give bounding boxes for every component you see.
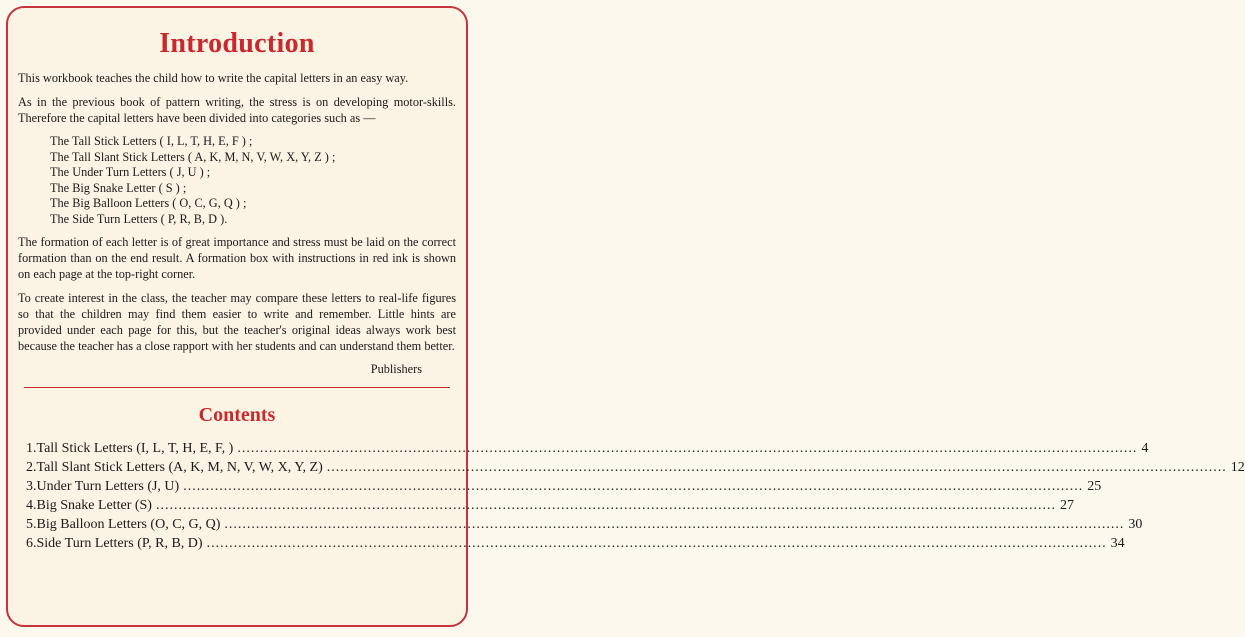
contents-entry	[26, 515, 1143, 534]
entry-number: 6.	[26, 535, 37, 551]
entry-page: 30	[1128, 516, 1143, 532]
signature: Publishers	[370, 361, 422, 376]
entry-page: 34	[1110, 535, 1125, 551]
entry-title: Under Turn Letters (J, U)	[36, 478, 180, 494]
category-item: The Tall Slant Stick Letters ( A, K, M, N, V, W, X, Y, Z ) ;	[50, 149, 336, 164]
intro-paragraph-1: This workbook teaches the child how to write the capital letters in an easy way.	[18, 71, 409, 85]
entry-number: 5.	[26, 516, 37, 532]
category-item: The Side Turn Letters ( P, R, B, D ).	[50, 211, 228, 226]
section-divider	[24, 387, 450, 388]
contents-entry	[26, 534, 1125, 553]
contents-entry	[26, 439, 1149, 458]
contents-title: Contents	[198, 403, 276, 426]
intro-paragraph-2: As in the previous book of pattern writing, the stress is on developing motor-skills. Therefore the capital letters have been divided into categories such as —	[18, 95, 456, 125]
entry-page: 25	[1087, 478, 1102, 494]
category-item: The Big Snake Letter ( S ) ;	[50, 180, 187, 195]
entry-number: 2.	[26, 459, 37, 475]
entry-page: 4	[1141, 440, 1149, 456]
contents-entry	[26, 477, 1102, 496]
leader-dots: ........................................................................................................................................................................................................	[237, 440, 1138, 456]
leader-dots: ........................................................................................................................................................................................................	[224, 516, 1125, 532]
page-frame	[6, 6, 1245, 627]
intro-paragraph-3: The formation of each letter is of great importance and stress must be laid on the correct formation than on the end result. A formation box with instructions in red ink is shown on each page at the top-right corner.	[18, 234, 456, 281]
entry-page: 27	[1059, 497, 1074, 513]
category-item: The Under Turn Letters ( J, U ) ;	[50, 165, 211, 180]
entry-title: Side Turn Letters (P, R, B, D)	[36, 535, 203, 551]
entry-page: 12	[1230, 459, 1245, 475]
entry-number: 4.	[26, 497, 37, 513]
contents-list	[26, 439, 1245, 553]
entry-number: 3.	[26, 478, 37, 494]
entry-title: Big Snake Letter (S)	[36, 497, 152, 513]
contents-entry	[26, 496, 1074, 515]
leader-dots: ........................................................................................................................................................................................................	[155, 497, 1056, 513]
leader-dots: ........................................................................................................................................................................................................	[206, 535, 1107, 551]
entry-title: Big Balloon Letters (O, C, G, Q)	[36, 516, 221, 532]
entry-title: Tall Slant Stick Letters (A, K, M, N, V, W, X, Y, Z)	[36, 459, 323, 475]
category-item: The Tall Stick Letters ( I, L, T, H, E, F ) ;	[50, 134, 253, 148]
category-item: The Big Balloon Letters ( O, C, G, Q ) ;	[50, 196, 247, 211]
leader-dots: ........................................................................................................................................................................................................	[326, 459, 1227, 475]
page-title: Introduction	[159, 28, 315, 59]
entry-number: 1.	[26, 440, 37, 456]
contents-entry	[26, 458, 1245, 477]
page-content	[18, 16, 1245, 553]
entry-title: Tall Stick Letters (I, L, T, H, E, F, )	[36, 440, 234, 456]
intro-paragraph-4: To create interest in the class, the teacher may compare these letters to real-life figures so that the children may find them easier to write and remember. Little hints are provided under each page for this, but the teacher's original ideas always work best because the teacher has a close rapport with her students and can understand them better.	[18, 290, 456, 353]
category-list	[50, 134, 456, 228]
leader-dots: ........................................................................................................................................................................................................	[183, 478, 1084, 494]
